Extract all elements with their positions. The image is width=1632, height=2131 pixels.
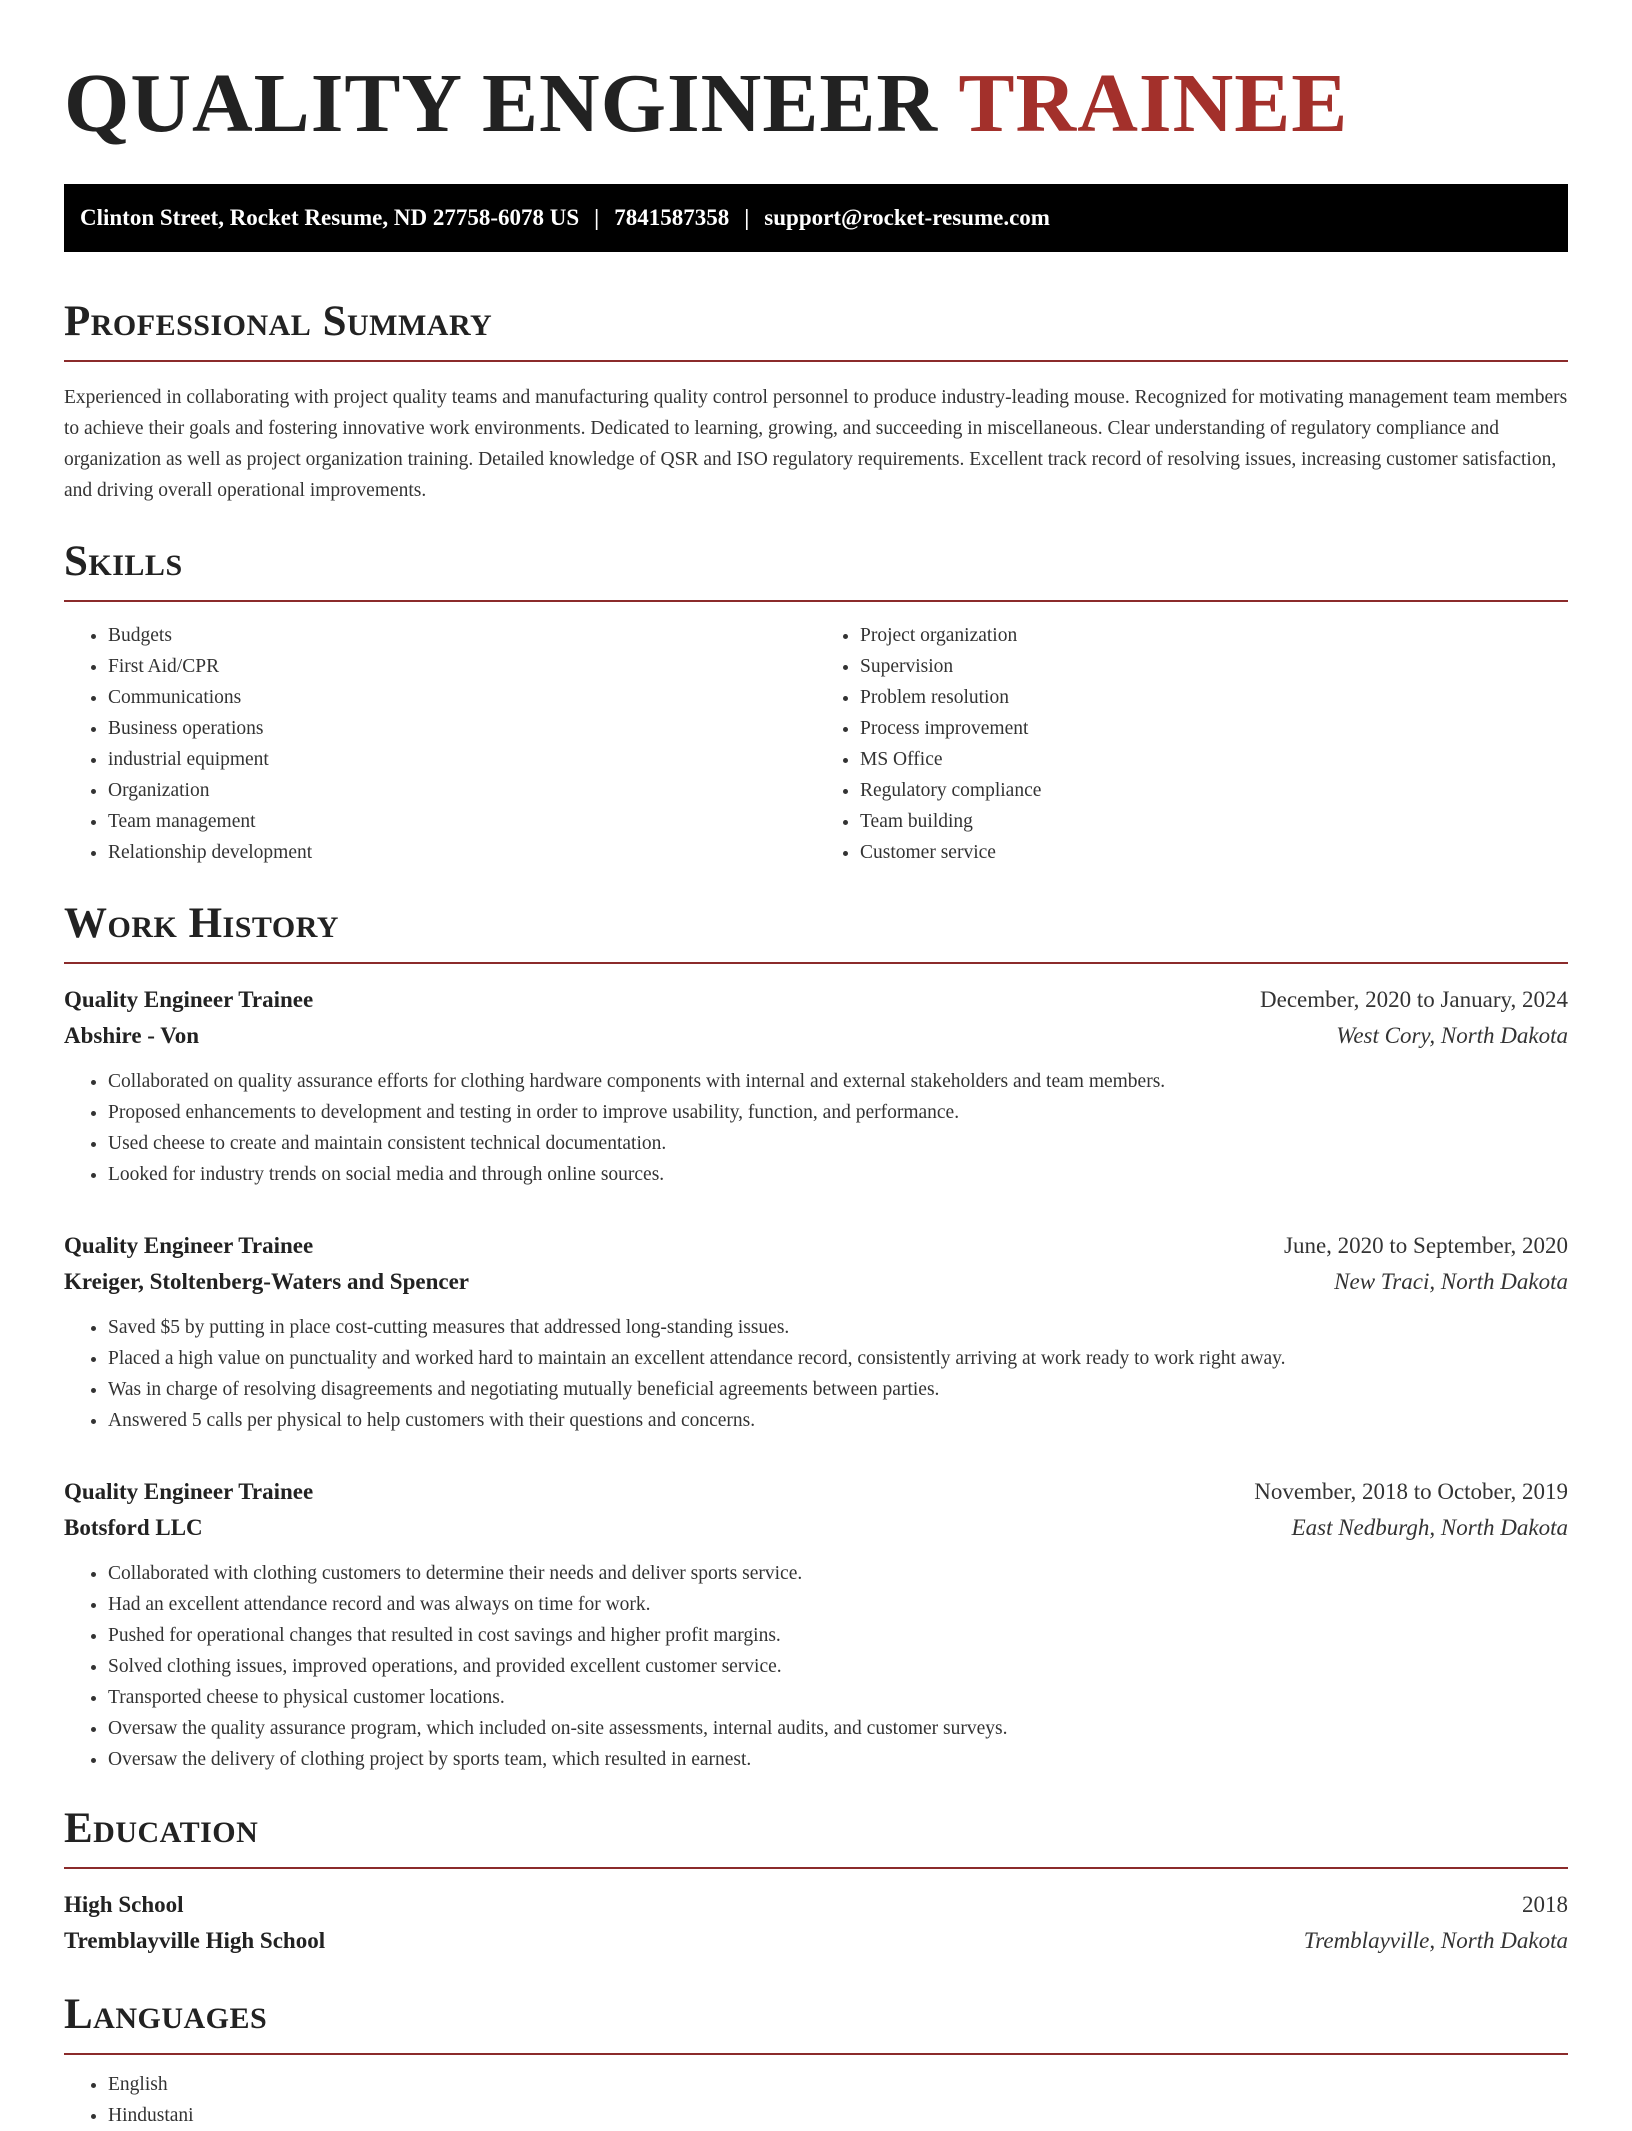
section-divider [64,1867,1568,1869]
skills-list-left [64,620,816,868]
summary-text: Experienced in collaborating with project quality teams and manufacturing quality control personnel to produce industry-leading mouse. Recognized for motivating management team members to achieve their goals and fostering innovative work environments. Dedicated to learning, growing, and succeeding in miscellaneous. Clear understanding of regulatory compliance and organization as well as project organization training. Detailed knowledge of QSR and ISO regulatory requirements. Excellent track record of resolving issues, increasing customer satisfaction, and driving overall operational improvements. [64,387,1568,501]
job-bullet: • Oversaw the delivery of clothing project by sports team, which resulted in earnest. [108,1744,1568,1775]
skill-item: • Communications [108,682,816,713]
section-heading: Languages [64,1991,268,2038]
job-entry [64,982,1568,1190]
education-school-row [64,1923,1568,1959]
education-entry [64,1887,1568,1959]
job-bullet: • Collaborated on quality assurance efforts for clothing hardware components with internal and external stakeholders and team members. [108,1066,1568,1097]
education-header-row [64,1887,1568,1923]
language-item: • English [108,2069,1568,2100]
skill-item: • Customer service [860,837,1568,868]
summary-section [64,296,1568,506]
resume-title [64,54,1568,154]
job-bullet: • Solved clothing issues, improved operations, and provided excellent customer service. [108,1651,1568,1682]
contact-phone: 7841587358 [614,205,730,230]
skill-item: • Relationship development [108,837,816,868]
title-accent: TRAINEE [958,57,1349,150]
section-heading: Professional Summary [64,298,493,345]
education-degree: High School [64,1892,184,1917]
job-bullet: • Oversaw the quality assurance program, which included on-site assessments, internal audits, and customer surveys. [108,1713,1568,1744]
job-bullets [64,1558,1568,1775]
skills-columns [64,620,1568,868]
skill-item: • Supervision [860,651,1568,682]
job-dates: June, 2020 to September, 2020 [1284,1233,1568,1258]
job-bullet: • Transported cheese to physical customer locations. [108,1682,1568,1713]
title-main: QUALITY ENGINEER [64,57,939,150]
skill-item: • Project organization [860,620,1568,651]
contact-email: support@rocket-resume.com [764,205,1050,230]
section-divider [64,962,1568,964]
job-title: Quality Engineer Trainee [64,1233,314,1258]
job-header-row [64,1474,1568,1510]
job-title: Quality Engineer Trainee [64,1479,314,1504]
job-bullet: • Proposed enhancements to development and testing in order to improve usability, function, and performance. [108,1097,1568,1128]
job-bullet: • Pushed for operational changes that resulted in cost savings and higher profit margins. [108,1620,1568,1651]
contact-separator: | [594,205,600,230]
section-divider [64,600,1568,602]
skill-item: • Problem resolution [860,682,1568,713]
skill-item: • Business operations [108,713,816,744]
job-company: Abshire - Von [64,1023,200,1048]
job-bullets [64,1312,1568,1436]
section-divider [64,360,1568,362]
skill-item: • Team building [860,806,1568,837]
skill-item: • First Aid/CPR [108,651,816,682]
job-dates: December, 2020 to January, 2024 [1260,987,1568,1012]
job-bullet: • Collaborated with clothing customers to determine their needs and deliver sports service. [108,1558,1568,1589]
job-title: Quality Engineer Trainee [64,987,314,1012]
job-company-row [64,1018,1568,1054]
job-company: Kreiger, Stoltenberg-Waters and Spencer [64,1269,470,1294]
education-section [64,1803,1568,1959]
job-location: New Traci, North Dakota [1334,1269,1568,1294]
job-dates: November, 2018 to October, 2019 [1254,1479,1568,1504]
languages-list [64,2069,1568,2131]
languages-section [64,1989,1568,2131]
section-heading: Education [64,1805,259,1852]
skill-item: • Organization [108,775,816,806]
job-bullet: • Answered 5 calls per physical to help customers with their questions and concerns. [108,1405,1568,1436]
skill-item: • Regulatory compliance [860,775,1568,806]
contact-bar [64,184,1568,252]
job-bullet: • Placed a high value on punctuality and worked hard to maintain an excellent attendance record, consistently arriving at work ready to work right away. [108,1343,1568,1374]
job-company: Botsford LLC [64,1515,203,1540]
section-heading: Work History [64,900,339,947]
job-header-row [64,982,1568,1018]
contact-separator: | [744,205,750,230]
skill-item: • Process improvement [860,713,1568,744]
job-header-row [64,1228,1568,1264]
job-bullet: • Saved $5 by putting in place cost-cutting measures that addressed long-standing issues. [108,1312,1568,1343]
job-bullet: • Used cheese to create and maintain consistent technical documentation. [108,1128,1568,1159]
job-bullets [64,1066,1568,1190]
job-entry [64,1228,1568,1436]
work-history-section [64,898,1568,1775]
job-location: West Cory, North Dakota [1336,1023,1568,1048]
skill-item: • industrial equipment [108,744,816,775]
job-location: East Nedburgh, North Dakota [1291,1515,1568,1540]
job-company-row [64,1510,1568,1546]
section-heading: Skills [64,538,183,585]
job-bullet: • Looked for industry trends on social media and through online sources. [108,1159,1568,1190]
job-entry [64,1474,1568,1775]
education-location: Tremblayville, North Dakota [1303,1928,1568,1953]
language-item: • Hindustani [108,2100,1568,2131]
skill-item: • Budgets [108,620,816,651]
job-bullet: • Had an excellent attendance record and was always on time for work. [108,1589,1568,1620]
skills-list-right [816,620,1568,868]
contact-address: Clinton Street, Rocket Resume, ND 27758-6078 US [80,205,580,230]
skill-item: • Team management [108,806,816,837]
education-year: 2018 [1522,1892,1568,1917]
skill-item: • MS Office [860,744,1568,775]
job-bullet: • Was in charge of resolving disagreements and negotiating mutually beneficial agreements between parties. [108,1374,1568,1405]
section-divider [64,2053,1568,2055]
education-school: Tremblayville High School [64,1928,326,1953]
skills-section [64,536,1568,868]
job-company-row [64,1264,1568,1300]
